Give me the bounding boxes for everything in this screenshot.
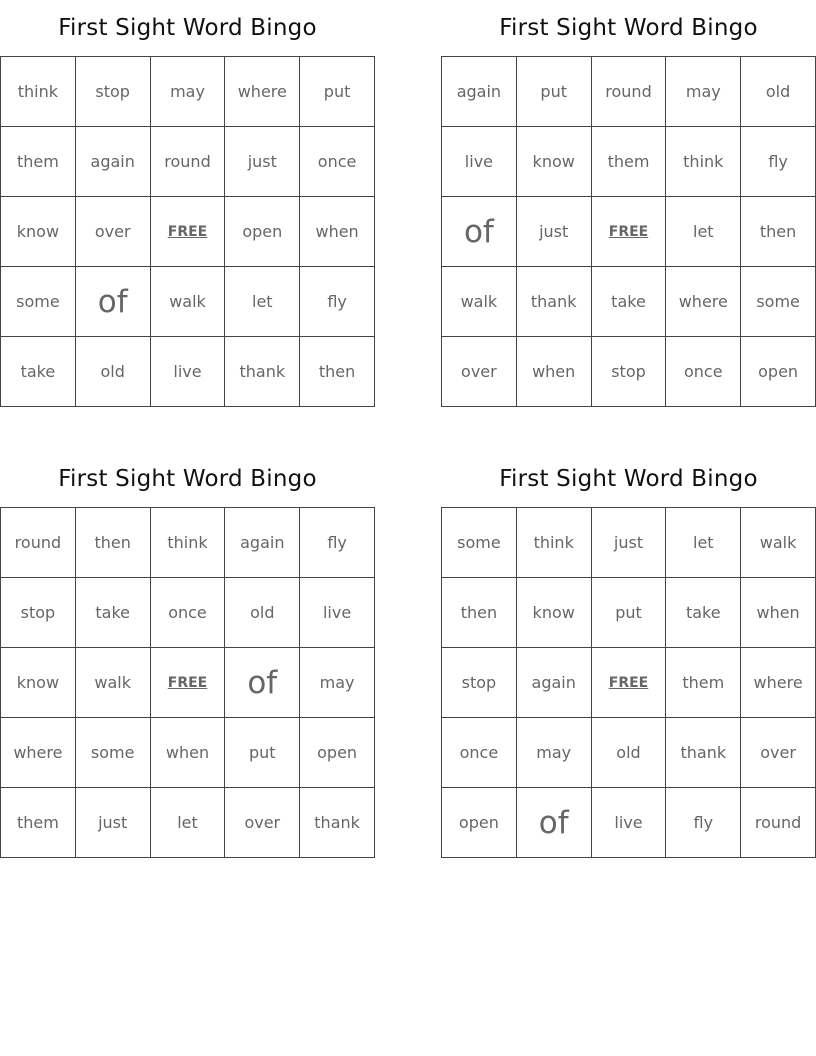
bingo-cell: open: [225, 197, 300, 267]
bingo-cell: where: [1, 718, 76, 788]
bingo-cell: once: [300, 127, 375, 197]
card-title: First Sight Word Bingo: [499, 466, 758, 492]
bingo-cell: may: [300, 648, 375, 718]
bingo-cell: where: [666, 267, 741, 337]
bingo-cell: then: [75, 508, 150, 578]
bingo-cell: when: [741, 578, 816, 648]
bingo-cell: let: [150, 788, 225, 858]
bingo-row: [442, 648, 816, 718]
bingo-cell: some: [75, 718, 150, 788]
bingo-row: [442, 57, 816, 127]
bingo-cell: let: [225, 267, 300, 337]
bingo-cell: them: [1, 127, 76, 197]
free-space-cell: FREE: [150, 648, 225, 718]
bingo-grid: [0, 507, 375, 858]
bingo-cell: open: [442, 788, 517, 858]
bingo-cell: live: [300, 578, 375, 648]
bingo-cell: where: [741, 648, 816, 718]
bingo-row: [1, 578, 375, 648]
bingo-cell: let: [666, 508, 741, 578]
bingo-cell: just: [225, 127, 300, 197]
bingo-grid: [0, 56, 375, 407]
bingo-cell: live: [150, 337, 225, 407]
bingo-cell: once: [150, 578, 225, 648]
bingo-cell: stop: [1, 578, 76, 648]
bingo-cell: fly: [300, 508, 375, 578]
bingo-cell: again: [442, 57, 517, 127]
bingo-row: [1, 127, 375, 197]
bingo-cell: think: [1, 57, 76, 127]
bingo-cell: when: [150, 718, 225, 788]
bingo-cell: over: [75, 197, 150, 267]
bingo-row: [442, 267, 816, 337]
bingo-cell: fly: [666, 788, 741, 858]
bingo-cell: take: [1, 337, 76, 407]
free-space-cell: FREE: [150, 197, 225, 267]
bingo-cell: old: [741, 57, 816, 127]
bingo-cell: know: [1, 197, 76, 267]
card-title: First Sight Word Bingo: [58, 466, 317, 492]
bingo-cell: let: [666, 197, 741, 267]
bingo-cell: know: [1, 648, 76, 718]
bingo-row: [442, 197, 816, 267]
bingo-cell: over: [442, 337, 517, 407]
bingo-cell: them: [591, 127, 666, 197]
bingo-row: [1, 267, 375, 337]
bingo-row: [442, 718, 816, 788]
bingo-cell: over: [741, 718, 816, 788]
card-title: First Sight Word Bingo: [58, 15, 317, 41]
bingo-cell: round: [591, 57, 666, 127]
bingo-cell: over: [225, 788, 300, 858]
bingo-row: [1, 197, 375, 267]
bingo-cell: may: [666, 57, 741, 127]
bingo-cell: walk: [442, 267, 517, 337]
bingo-cell: round: [150, 127, 225, 197]
bingo-cell: think: [666, 127, 741, 197]
bingo-row: [1, 718, 375, 788]
bingo-cell: know: [516, 127, 591, 197]
bingo-cell-large: of: [225, 648, 300, 718]
bingo-cell: know: [516, 578, 591, 648]
bingo-cell: some: [741, 267, 816, 337]
bingo-cell: then: [300, 337, 375, 407]
bingo-cell: put: [516, 57, 591, 127]
bingo-cell: put: [300, 57, 375, 127]
bingo-row: [1, 337, 375, 407]
bingo-cell: once: [666, 337, 741, 407]
bingo-cell: take: [75, 578, 150, 648]
bingo-row: [1, 648, 375, 718]
bingo-cell: take: [666, 578, 741, 648]
bingo-row: [442, 788, 816, 858]
bingo-cell: round: [1, 508, 76, 578]
bingo-cell: put: [591, 578, 666, 648]
bingo-cell: open: [300, 718, 375, 788]
bingo-cell: old: [225, 578, 300, 648]
bingo-cell: old: [75, 337, 150, 407]
bingo-cell: some: [1, 267, 76, 337]
bingo-cell: thank: [225, 337, 300, 407]
bingo-cell: stop: [75, 57, 150, 127]
bingo-cell: thank: [516, 267, 591, 337]
bingo-cell-large: of: [75, 267, 150, 337]
bingo-row: [442, 578, 816, 648]
bingo-cell: thank: [300, 788, 375, 858]
free-space-cell: FREE: [591, 648, 666, 718]
bingo-grid: [441, 507, 816, 858]
bingo-cell: fly: [300, 267, 375, 337]
bingo-cell: walk: [75, 648, 150, 718]
bingo-cell-large: of: [442, 197, 517, 267]
bingo-cell: round: [741, 788, 816, 858]
bingo-cell: may: [516, 718, 591, 788]
card-title: First Sight Word Bingo: [499, 15, 758, 41]
bingo-grid: [441, 56, 816, 407]
bingo-cell: where: [225, 57, 300, 127]
bingo-cell: just: [591, 508, 666, 578]
bingo-cell: then: [741, 197, 816, 267]
bingo-row: [442, 508, 816, 578]
bingo-cell: stop: [591, 337, 666, 407]
bingo-cell: then: [442, 578, 517, 648]
bingo-row: [442, 127, 816, 197]
bingo-row: [1, 57, 375, 127]
bingo-cell: when: [516, 337, 591, 407]
bingo-cell: again: [225, 508, 300, 578]
bingo-cell: them: [1, 788, 76, 858]
bingo-cell: live: [442, 127, 517, 197]
bingo-cell: walk: [150, 267, 225, 337]
bingo-cell: again: [516, 648, 591, 718]
bingo-cell: them: [666, 648, 741, 718]
bingo-cell: live: [591, 788, 666, 858]
bingo-cell: again: [75, 127, 150, 197]
bingo-cell: once: [442, 718, 517, 788]
bingo-cell: some: [442, 508, 517, 578]
bingo-cell: thank: [666, 718, 741, 788]
bingo-row: [1, 508, 375, 578]
bingo-row: [442, 337, 816, 407]
bingo-cell: walk: [741, 508, 816, 578]
bingo-cell: just: [516, 197, 591, 267]
free-space-cell: FREE: [591, 197, 666, 267]
bingo-cell: put: [225, 718, 300, 788]
bingo-cell: take: [591, 267, 666, 337]
bingo-cell: may: [150, 57, 225, 127]
bingo-row: [1, 788, 375, 858]
bingo-cell: stop: [442, 648, 517, 718]
bingo-cell: fly: [741, 127, 816, 197]
bingo-cell: think: [516, 508, 591, 578]
bingo-cell-large: of: [516, 788, 591, 858]
bingo-cell: old: [591, 718, 666, 788]
bingo-cell: think: [150, 508, 225, 578]
bingo-cell: open: [741, 337, 816, 407]
bingo-cell: when: [300, 197, 375, 267]
bingo-cell: just: [75, 788, 150, 858]
